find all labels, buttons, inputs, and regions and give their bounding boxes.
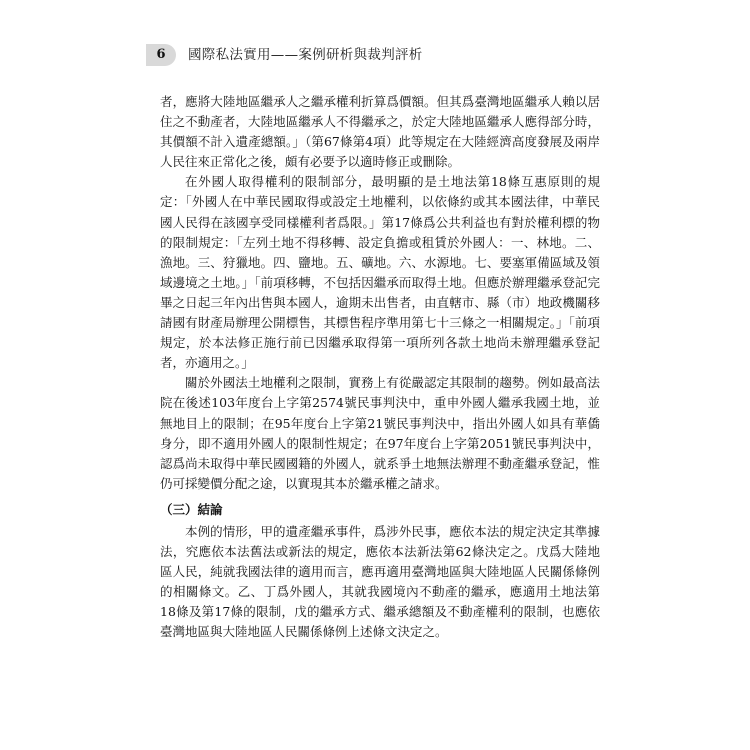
section-heading-conclusion: （三）結論	[160, 501, 223, 517]
running-title: 國際私法實用——案例研析與裁判評析	[188, 47, 423, 63]
page-number: 6	[146, 44, 176, 66]
paragraph-continued: 者，應將大陸地區繼承人之繼承權利折算爲價額。但其爲臺灣地區繼承人賴以居住之不動產者，大陸地區繼承人不得繼承之，於定大陸地區繼承人應得部分時，其價額不計入遺產總額。」（第67條第4項）此等規定在大陸經濟高度發展及兩岸人民往來正常化之後，頗有必要予以適時修正或刪除。	[160, 94, 600, 170]
body-text	[160, 92, 600, 642]
paragraph-foreigner-land-rights: 在外國人取得權利的限制部分，最明顯的是土地法第18條互惠原則的規定：「外國人在中華民國取得或設定土地權利，以依條約或其本國法律，中華民國人民得在該國享受同樣權利者爲限。」第17條爲公共利益也有對於權利標的物的限制規定：「左列土地不得移轉、設定負擔或租賃於外國人：一、林地。二、漁地。三、狩獵地。四、鹽地。五、礦地。六、水源地。七、要塞軍備區域及領域邊境之土地。」「前項移轉，不包括因繼承而取得土地。但應於辦理繼承登記完畢之日起三年內出售與本國人，逾期未出售者，由直轄市、縣（市）地政機關移請國有財產局辦理公開標售，其標售程序準用第七十三條之一相關規定。」「前項規定，於本法修正施行前已因繼承取得第一項所列各款土地尚未辦理繼承登記者，亦適用之。」	[160, 174, 600, 371]
paragraph-court-practice: 關於外國法土地權利之限制，實務上有從嚴認定其限制的趨勢。例如最高法院在後述103年度台上字第2574號民事判決中，重申外國人繼承我國土地，並無地目上的限制；在95年度台上字第21號民事判決中，指出外國人如具有華僑身分，即不適用外國人的限制性規定；在97年度台上字第2051號民事判決中，認爲尚未取得中華民國國籍的外國人，就系爭土地無法辦理不動產繼承登記，惟仍可採變價分配之途，以實現其本於繼承權之請求。	[160, 375, 600, 491]
paragraph-conclusion: 本例的情形，甲的遺產繼承事件，爲涉外民事，應依本法的規定決定其準據法，究應依本法舊法或新法的規定，應依本法新法第62條決定之。戊爲大陸地區人民，純就我國法律的適用而言，應再適用臺灣地區與大陸地區人民關係條例的相關條文。乙、丁爲外國人，其就我國境內不動產的繼承，應適用土地法第18條及第17條的限制，戊的繼承方式、繼承總額及不動產權利的限制，也應依臺灣地區與大陸地區人民關係條例上述條文決定之。	[160, 523, 600, 640]
running-header	[146, 44, 616, 66]
